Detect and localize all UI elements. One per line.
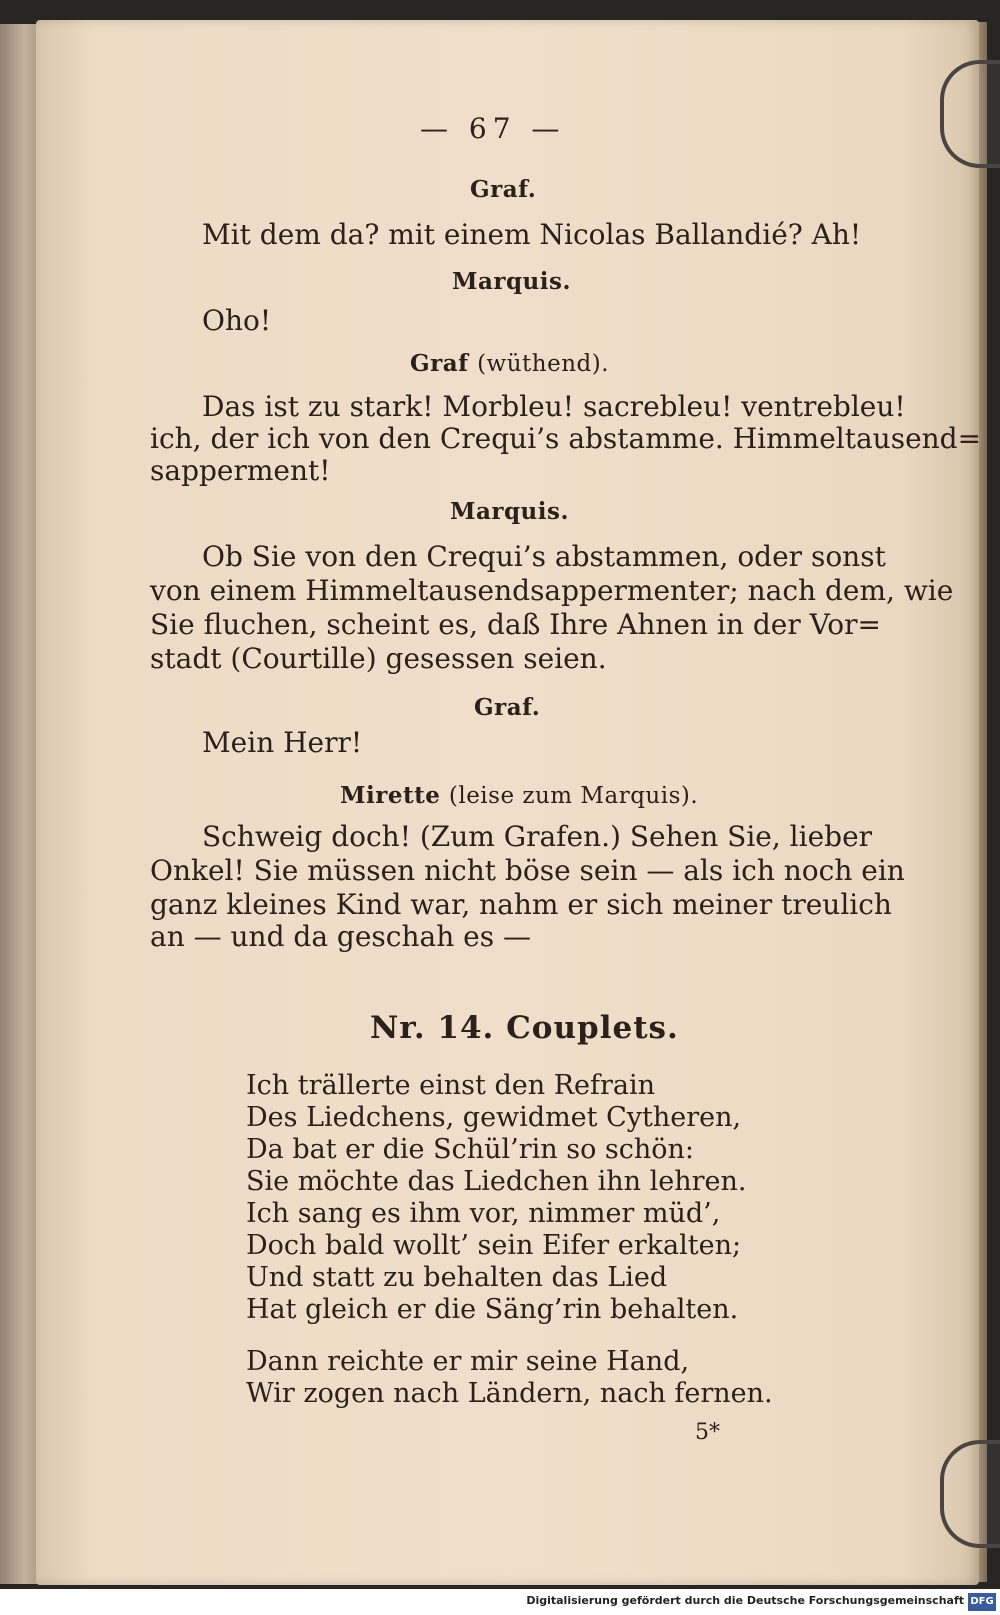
dialogue-line: sapperment! — [150, 454, 331, 487]
dialogue-line: stadt (Courtille) gesessen seien. — [150, 642, 607, 675]
speaker-marquis-1: Marquis. — [452, 268, 571, 295]
dialogue-line: Schweig doch! (Zum Grafen.) Sehen Sie, lieber — [202, 820, 873, 853]
section-heading: Nr. 14. Couplets. — [370, 1010, 679, 1046]
dialogue-line: Oho! — [202, 304, 272, 337]
speaker-marquis-2: Marquis. — [450, 498, 569, 525]
poem-line: Wir zogen nach Ländern, nach fernen. — [246, 1378, 773, 1409]
stage-direction: (wüthend). — [477, 351, 610, 377]
footer-bar — [0, 1589, 1000, 1615]
poem-line: Doch bald wollt’ sein Eifer erkalten; — [246, 1230, 742, 1261]
poem-line: Da bat er die Schül’rin so schön: — [246, 1134, 695, 1165]
poem-line: Sie möchte das Liedchen ihn lehren. — [246, 1166, 747, 1197]
poem-line: Und statt zu behalten das Lied — [246, 1262, 668, 1293]
speaker-graf-1: Graf. — [470, 176, 537, 203]
dialogue-line: ganz kleines Kind war, nahm er sich meiner treulich — [150, 888, 892, 921]
speaker-name: Graf — [410, 350, 469, 377]
signature-mark: 5* — [695, 1420, 720, 1445]
poem-line: Ich sang es ihm vor, nimmer müd’, — [246, 1198, 721, 1229]
dialogue-line: Mit dem da? mit einem Nicolas Ballandié? Ah! — [202, 218, 862, 251]
footer-credit: Digitalisierung gefördert durch die Deutsche Forschungsgemeinschaft — [526, 1594, 964, 1607]
dialogue-line: Sie fluchen, scheint es, daß Ihre Ahnen in der Vor= — [150, 608, 881, 641]
speaker-mirette — [340, 782, 698, 809]
dialogue-line: Das ist zu stark! Morbleu! sacrebleu! ventrebleu! — [202, 390, 906, 423]
dialogue-line: an — und da geschah es — — [150, 920, 531, 953]
poem-line: Dann reichte er mir seine Hand, — [246, 1346, 690, 1377]
speaker-graf-3: Graf. — [474, 694, 541, 721]
page-number: — 67 — — [420, 112, 566, 145]
poem-line: Hat gleich er die Säng’rin behalten. — [246, 1294, 739, 1325]
dialogue-line: ich, der ich von den Crequi’s abstamme. Himmeltausend= — [150, 422, 982, 455]
dialogue-line: Onkel! Sie müssen nicht böse sein — als ich noch ein — [150, 854, 905, 887]
clamp-bottom — [940, 1440, 1000, 1548]
speaker-name: Mirette — [340, 782, 441, 809]
poem-line: Ich trällerte einst den Refrain — [246, 1070, 656, 1101]
dialogue-line: Mein Herr! — [202, 726, 363, 759]
stage-direction: (leise zum Marquis). — [448, 783, 699, 809]
dfg-logo: DFG — [968, 1593, 996, 1611]
clamp-top — [940, 60, 1000, 168]
dialogue-line: Ob Sie von den Crequi’s abstammen, oder sonst — [202, 540, 886, 573]
speaker-graf-2 — [410, 350, 609, 377]
poem-line: Des Liedchens, gewidmet Cytheren, — [246, 1102, 742, 1133]
dialogue-line: von einem Himmeltausendsappermenter; nach dem, wie — [150, 574, 954, 607]
